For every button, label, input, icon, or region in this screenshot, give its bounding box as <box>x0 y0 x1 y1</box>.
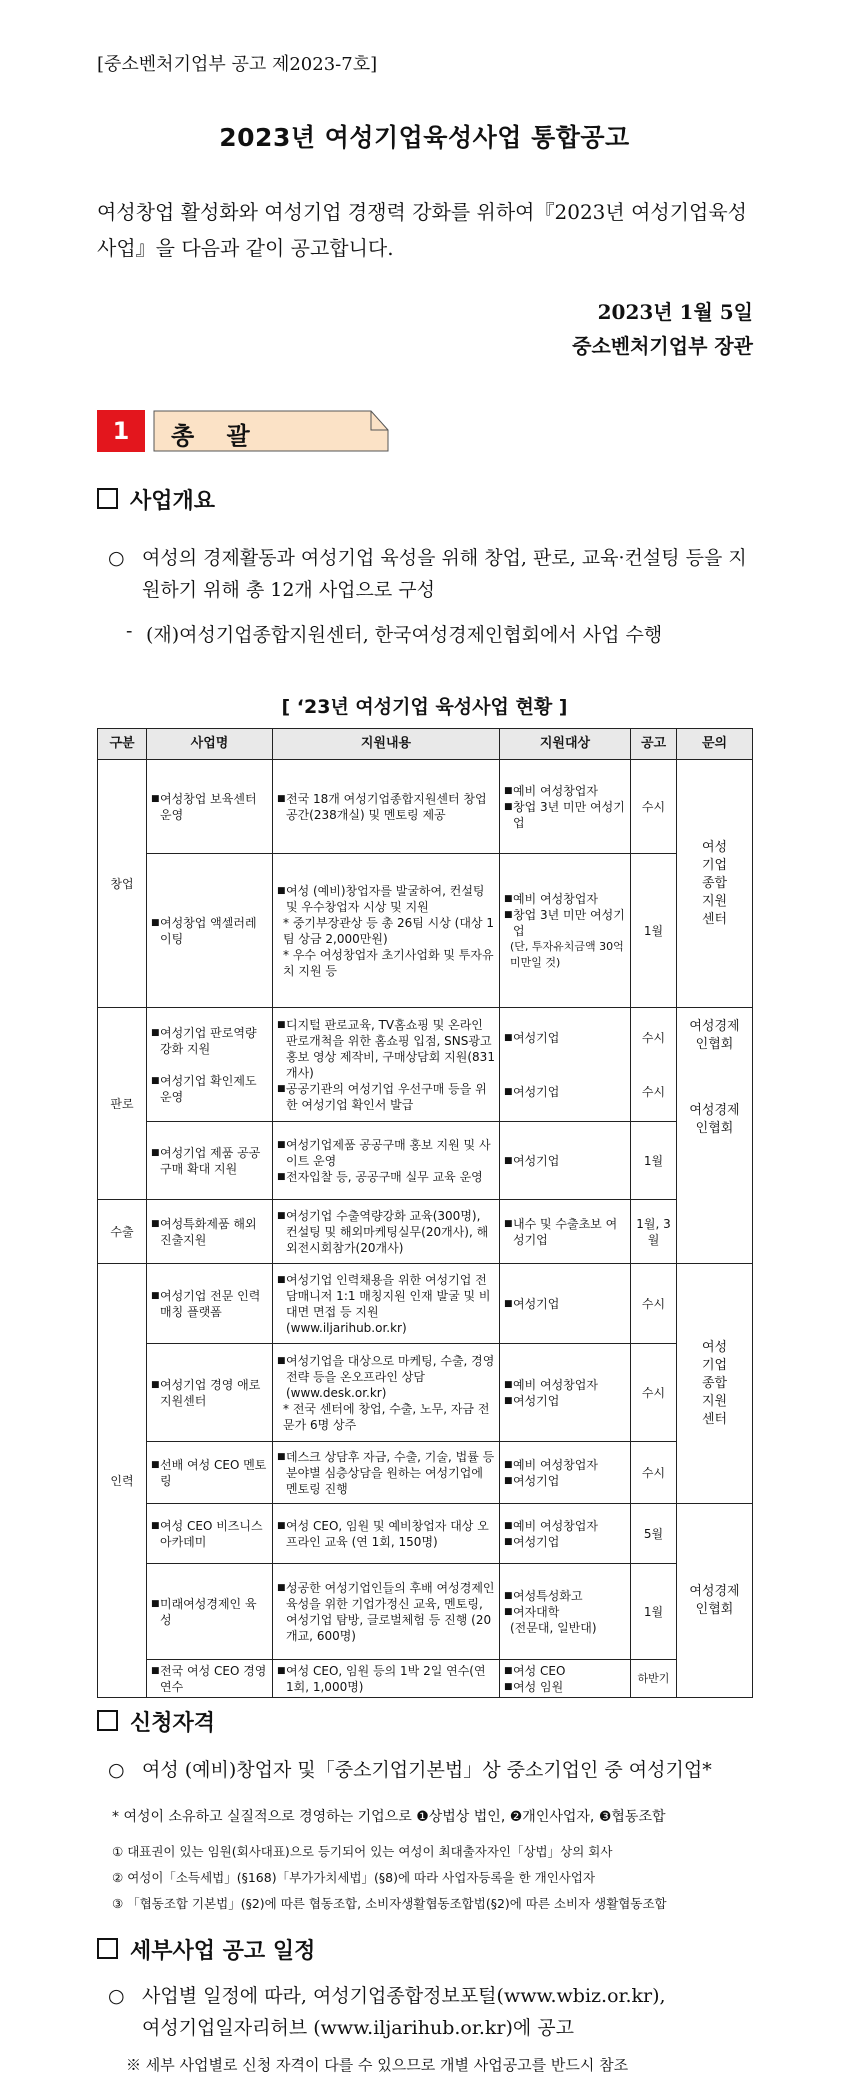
program-notice: 하반기 <box>631 1660 677 1698</box>
overview-bullet-mark: ○ <box>108 547 125 569</box>
program-name: ■ 여성창업 보육센터 운영 <box>147 760 273 854</box>
checkbox-square-icon <box>97 488 118 509</box>
overview-heading <box>97 484 215 515</box>
program-content: ■ 성공한 여성기업인들의 후배 여성경제인 육성을 위한 기업가정신 교육, 멘토링, 여성기업 탐방, 글로벌체험 등 진행 (20개교, 600명) <box>273 1564 500 1660</box>
table-row <box>98 854 753 1008</box>
col-header-name: 사업명 <box>147 729 273 760</box>
program-name: ■ 전국 여성 CEO 경영연수 <box>147 1660 273 1698</box>
program-notice: 1월, 3월 <box>631 1200 677 1264</box>
program-notice: 5월 <box>631 1504 677 1564</box>
contact-association: 여성경제인협회 <box>677 1504 753 1698</box>
schedule-heading-text: 세부사업 공고 일정 <box>130 1939 316 1964</box>
category-export: 수출 <box>98 1200 147 1264</box>
checkbox-square-icon <box>97 1938 118 1959</box>
eligibility-sub-3: ③ 「협동조합 기본법」(§2)에 따른 협동조합, 소비자생활협동조합법(§2)에 따른 소비자 생활협동조합 <box>112 1896 667 1911</box>
program-target: ■ 내수 및 수출초보 여성기업 <box>500 1200 631 1264</box>
program-content: ■ 디지털 판로교육, TV홈쇼핑 및 온라인 판로개척을 위한 홈쇼핑 입점, SNS광고홍보 영상 제작비, 구매상담회 지원(831개사) ■ 공공기관의 여성기업 우선구매 등을 위한 여성기업 확인서 발급 <box>273 1008 500 1122</box>
program-notice: 1월 <box>631 1122 677 1200</box>
program-name: ■ 여성기업 판로역량 강화 지원 ■ 여성기업 확인제도 운영 <box>147 1008 273 1122</box>
table-row <box>98 1122 753 1200</box>
program-table <box>97 728 753 1698</box>
eligibility-note: * 여성이 소유하고 실질적으로 경영하는 기업으로 ❶상법상 법인, ❷개인사업자, ❸협동조합 <box>112 1809 666 1825</box>
contact-center: 여성기업종합지원센터 <box>677 1264 753 1504</box>
program-notice: 수시 <box>631 760 677 854</box>
program-target: ■ 여성기업 ■ 여성기업 <box>500 1008 631 1122</box>
eligibility-bullet-mark: ○ <box>108 1759 125 1781</box>
page-title: 2023년 여성기업육성사업 통합공고 <box>219 123 630 152</box>
program-notice: 1월 <box>631 854 677 1008</box>
eligibility-heading <box>97 1706 215 1737</box>
program-target: ■ 예비 여성창업자 ■ 창업 3년 미만 여성기업 (단, 투자유치금액 30억 미만일 것) <box>500 854 631 1008</box>
program-target: ■ 여성특성화고 ■ 여자대학 (전문대, 일반대) <box>500 1564 631 1660</box>
col-header-target: 지원대상 <box>500 729 631 760</box>
program-content: ■ 여성 CEO, 임원 및 예비창업자 대상 오프라인 교육 (연 1회, 150명) <box>273 1504 500 1564</box>
program-content: ■ 여성기업 수출역량강화 교육(300명), 컨설팅 및 해외마케팅실무(20개사), 해외전시회참가(20개사) <box>273 1200 500 1264</box>
eligibility-heading-text: 신청자격 <box>130 1711 216 1736</box>
program-target: ■ 예비 여성창업자 ■ 여성기업 <box>500 1442 631 1504</box>
program-target: ■ 예비 여성창업자 ■ 창업 3년 미만 여성기업 <box>500 760 631 854</box>
program-content: ■ 여성기업제품 공공구매 홍보 지원 및 사이트 운영 ■ 전자입찰 등, 공공구매 실무 교육 운영 <box>273 1122 500 1200</box>
program-name: ■ 선배 여성 CEO 멘토링 <box>147 1442 273 1504</box>
table-row <box>98 1344 753 1442</box>
overview-bullet: 여성의 경제활동과 여성기업 육성을 위해 창업, 판로, 교육·컨설팅 등을 지원하기 위해 총 12개 사업으로 구성 <box>142 547 747 601</box>
program-notice: 수시 수시 <box>631 1008 677 1122</box>
program-name: ■ 여성기업 경영 애로 지원센터 <box>147 1344 273 1442</box>
col-header-category: 구분 <box>98 729 147 760</box>
program-name: ■ 여성특화제품 해외진출지원 <box>147 1200 273 1264</box>
program-content: ■ 여성 CEO, 임원 등의 1박 2일 연수(연 1회, 1,000명) <box>273 1660 500 1698</box>
program-target: ■ 여성기업 <box>500 1264 631 1344</box>
col-header-contact: 문의 <box>677 729 753 760</box>
program-content: ■ 여성 (예비)창업자를 발굴하여, 컨설팅 및 우수창업자 시상 및 지원 * 중기부장관상 등 총 26팀 시상 (대상 1팀 상금 2,000만원) * 우수 여성창업자 초기사업화 및 투자유치 지원 등 <box>273 854 500 1008</box>
issuer: 중소벤처기업부 장관 <box>572 334 753 358</box>
program-target: ■ 여성기업 <box>500 1122 631 1200</box>
eligibility-sub-2: ② 여성이「소득세법」(§168)「부가가치세법」(§8)에 따라 사업자등록을 한 개인사업자 <box>112 1870 596 1885</box>
section-label-text: 총 괄 <box>171 422 262 450</box>
intro-paragraph: 여성창업 활성화와 여성기업 경쟁력 강화를 위하여『2023년 여성기업육성사업』을 다음과 같이 공고합니다. <box>97 200 748 260</box>
checkbox-square-icon <box>97 1710 118 1731</box>
program-notice: 수시 <box>631 1344 677 1442</box>
table-row <box>98 1264 753 1344</box>
schedule-note: ※ 세부 사업별로 신청 자격이 다를 수 있으므로 개별 사업공고를 반드시 참조 <box>126 2056 629 2074</box>
overview-dash-mark: - <box>126 620 133 642</box>
category-startup: 창업 <box>98 760 147 1008</box>
program-content: ■ 전국 18개 여성기업종합지원센터 창업공간(238개실) 및 멘토링 제공 <box>273 760 500 854</box>
contact-association: 여성경제인협회 여성경제인협회 <box>677 1008 753 1264</box>
notice-date: 2023년 1월 5일 <box>597 300 753 324</box>
table-header-row <box>98 729 753 760</box>
schedule-bullet-mark: ○ <box>108 1985 125 2007</box>
eligibility-sub-1: ① 대표권이 있는 임원(회사대표)으로 등기되어 있는 여성이 최대출자자인「상법」상의 회사 <box>112 1844 613 1859</box>
table-row <box>98 1442 753 1504</box>
table-row <box>98 1660 753 1698</box>
section-label <box>153 410 389 452</box>
program-target: ■ 여성 CEO ■ 여성 임원 <box>500 1660 631 1698</box>
program-content: ■ 데스크 상담후 자금, 수출, 기술, 법률 등 분야별 심층상담을 원하는 여성기업에 멘토링 진행 <box>273 1442 500 1504</box>
program-name: ■ 여성창업 액셀러레이팅 <box>147 854 273 1008</box>
program-content: ■ 여성기업 인력채용을 위한 여성기업 전담매니저 1:1 매칭지원 인재 발굴 및 비대면 면접 등 지원 (www.iljarihub.or.kr) <box>273 1264 500 1344</box>
program-notice: 수시 <box>631 1264 677 1344</box>
overview-heading-text: 사업개요 <box>130 489 216 514</box>
eligibility-bullet: 여성 (예비)창업자 및「중소기업기본법」상 중소기업인 중 여성기업* <box>142 1759 712 1781</box>
section-number: 1 <box>97 410 145 452</box>
table-row <box>98 1564 753 1660</box>
table-row <box>98 1008 753 1122</box>
program-notice: 수시 <box>631 1442 677 1504</box>
schedule-line-1: 사업별 일정에 따라, 여성기업종합정보포털(www.wbiz.or.kr), <box>142 1985 666 2007</box>
program-target: ■ 예비 여성창업자 ■ 여성기업 <box>500 1344 631 1442</box>
table-row <box>98 1504 753 1564</box>
col-header-notice: 공고 <box>631 729 677 760</box>
program-notice: 1월 <box>631 1564 677 1660</box>
contact-center: 여성기업종합지원센터 <box>677 760 753 1008</box>
program-name: ■ 미래여성경제인 육성 <box>147 1564 273 1660</box>
schedule-heading <box>97 1934 315 1965</box>
table-title: [ ‘23년 여성기업 육성사업 현황 ] <box>281 696 568 718</box>
program-name: ■ 여성기업 제품 공공 구매 확대 지원 <box>147 1122 273 1200</box>
program-content: ■ 여성기업을 대상으로 마케팅, 수출, 경영전략 등을 온오프라인 상담 (www.desk.or.kr) * 전국 센터에 창업, 수출, 노무, 자금 전문가 6명 상주 <box>273 1344 500 1442</box>
category-workforce: 인력 <box>98 1264 147 1698</box>
program-name: ■ 여성 CEO 비즈니스 아카데미 <box>147 1504 273 1564</box>
overview-dash: (재)여성기업종합지원센터, 한국여성경제인협회에서 사업 수행 <box>146 624 663 646</box>
program-target: ■ 예비 여성창업자 ■ 여성기업 <box>500 1504 631 1564</box>
notice-number: [중소벤처기업부 공고 제2023-7호] <box>97 54 378 75</box>
table-row <box>98 1200 753 1264</box>
schedule-line-2: 여성기업일자리허브 (www.iljarihub.or.kr)에 공고 <box>142 2017 575 2039</box>
col-header-content: 지원내용 <box>273 729 500 760</box>
program-name: ■ 여성기업 전문 인력 매칭 플랫폼 <box>147 1264 273 1344</box>
table-row <box>98 760 753 854</box>
category-sales: 판로 <box>98 1008 147 1200</box>
